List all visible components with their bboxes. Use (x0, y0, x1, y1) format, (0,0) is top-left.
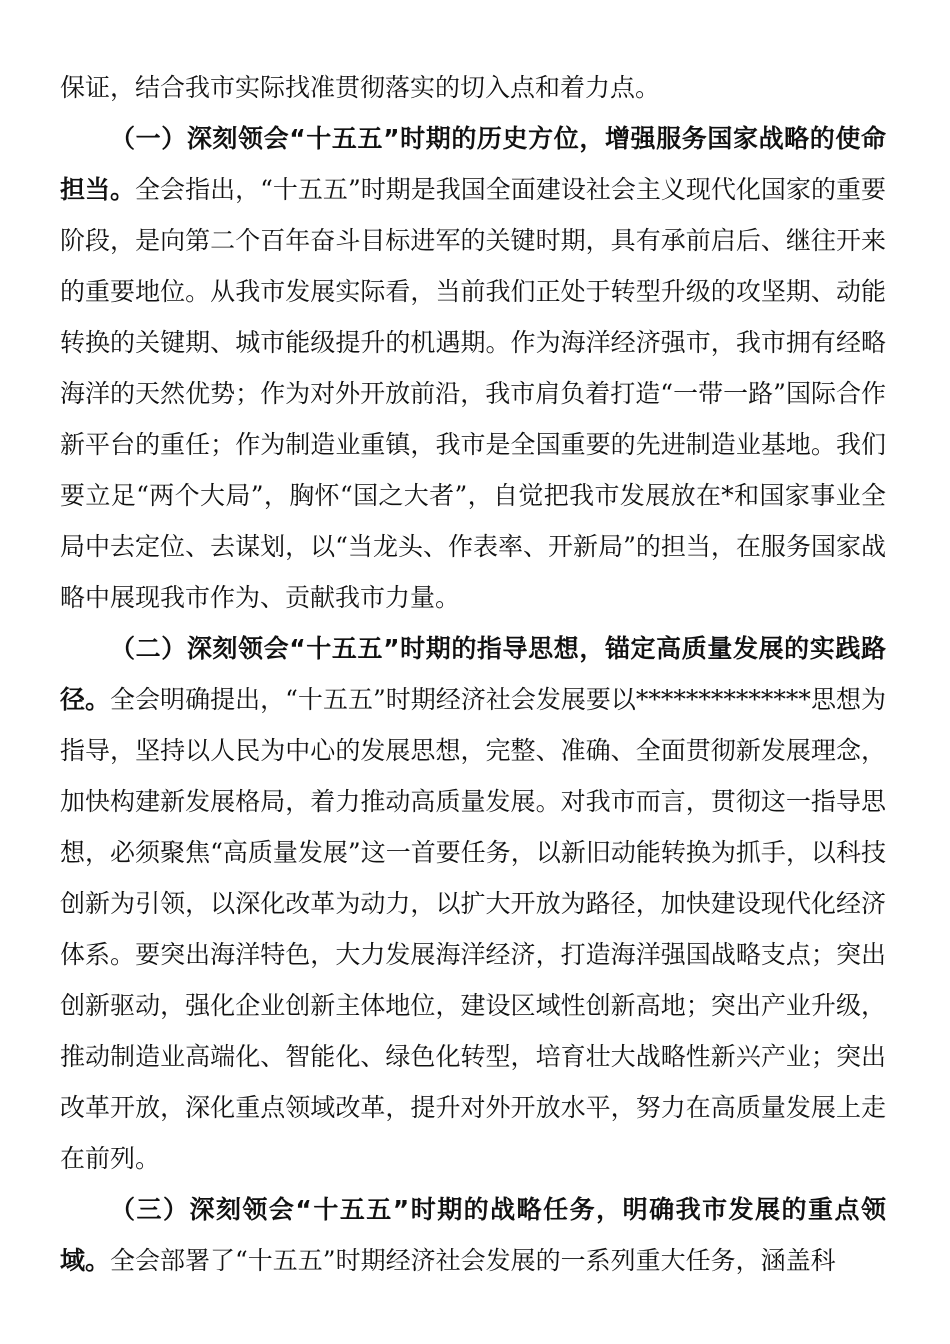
paragraph-heading: （一）深刻领会“十五五”时期的历史方位，增强服务国家战略的使命担当。 (60, 124, 886, 204)
paragraph-text: 保证，结合我市实际找准贯彻落实的切入点和着力点。 (60, 73, 661, 102)
paragraph-text: 全会明确提出，“十五五”时期经济社会发展要以**************思想为指导，坚持以人民为中心的发展思想，完整、准确、全面贯彻新发展理念，加快构建新发展格局，着力推动高质量发展。对我市而言，贯彻这一指导思想，必须聚焦“高质量发展”这一首要任务，以新旧动能转换为抓手，以科技创新为引领，以深化改革为动力，以扩大开放为路径，加快建设现代化经济体系。要突出海洋特色，大力发展海洋经济，打造海洋强国战略支点；突出创新驱动，强化企业创新主体地位，建设区域性创新高地；突出产业升级，推动制造业高端化、智能化、绿色化转型，培育壮大战略性新兴产业；突出改革开放，深化重点领域改革，提升对外开放水平，努力在高质量发展上走在前列。 (60, 685, 886, 1173)
paragraph-text: 全会指出，“十五五”时期是我国全面建设社会主义现代化国家的重要阶段，是向第二个百年奋斗目标进军的关键时期，具有承前启后、继往开来的重要地位。从我市发展实际看，当前我们正处于转型升级的攻坚期、动能转换的关键期、城市能级提升的机遇期。作为海洋经济强市，我市拥有经略海洋的天然优势；作为对外开放前沿，我市肩负着打造“一带一路”国际合作新平台的重任；作为制造业重镇，我市是全国重要的先进制造业基地。我们要立足“两个大局”，胸怀“国之大者”，自觉把我市发展放在*和国家事业全局中去定位、去谋划，以“当龙头、作表率、开新局”的担当，在服务国家战略中展现我市作为、贡献我市力量。 (60, 175, 886, 612)
paragraph-2 (60, 623, 886, 1184)
paragraph-3 (60, 1184, 886, 1286)
paragraph-text: 全会部署了“十五五”时期经济社会发展的一系列重大任务，涵盖科 (110, 1246, 836, 1275)
document-body (60, 62, 886, 1286)
paragraph-1 (60, 113, 886, 623)
paragraph-continuation (60, 62, 886, 113)
paragraph-heading: （二）深刻领会“十五五”时期的指导思想，锚定高质量发展的实践路径。 (60, 634, 886, 714)
paragraph-heading: （三）深刻领会“十五五”时期的战略任务，明确我市发展的重点领域。 (60, 1195, 886, 1275)
